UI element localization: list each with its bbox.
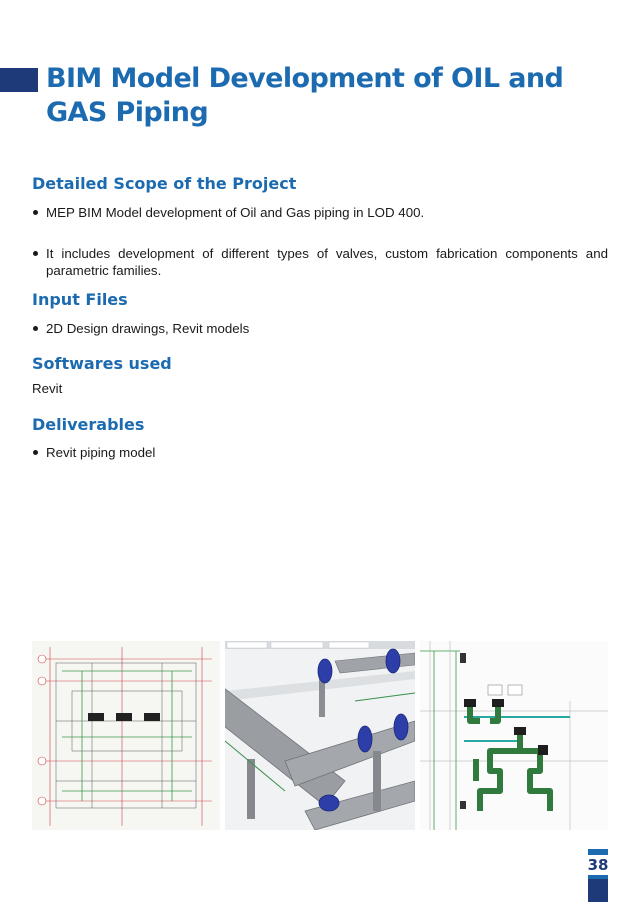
revit-3d-model-graphic <box>225 641 415 830</box>
page-title <box>46 62 606 130</box>
scope-heading: Detailed Scope of the Project <box>32 174 297 193</box>
page-number: 38 <box>584 855 612 875</box>
drawing-plan-graphic <box>32 641 220 830</box>
piping-schematic-image <box>420 641 608 830</box>
softwares-heading: Softwares used <box>32 354 172 373</box>
drawing-plan-image <box>32 641 220 830</box>
page-title-line-1: BIM Model Development of OIL and <box>46 63 564 94</box>
scope-item-1: MEP BIM Model development of Oil and Gas piping in LOD 400. <box>46 204 608 221</box>
revit-3d-model-image <box>225 641 415 830</box>
deliverables-item-1: Revit piping model <box>46 444 608 461</box>
title-accent-bar <box>0 68 38 92</box>
input-files-item-1: 2D Design drawings, Revit models <box>46 320 608 337</box>
page-number-bar-lower <box>588 879 608 902</box>
piping-schematic-graphic <box>420 641 608 830</box>
deliverables-heading: Deliverables <box>32 415 145 434</box>
page-title-line-2: GAS Piping <box>46 97 209 128</box>
softwares-text: Revit <box>32 381 63 396</box>
scope-item-2: It includes development of different types of valves, custom fabrication components and parametric families. <box>46 246 608 278</box>
input-files-heading: Input Files <box>32 290 128 309</box>
